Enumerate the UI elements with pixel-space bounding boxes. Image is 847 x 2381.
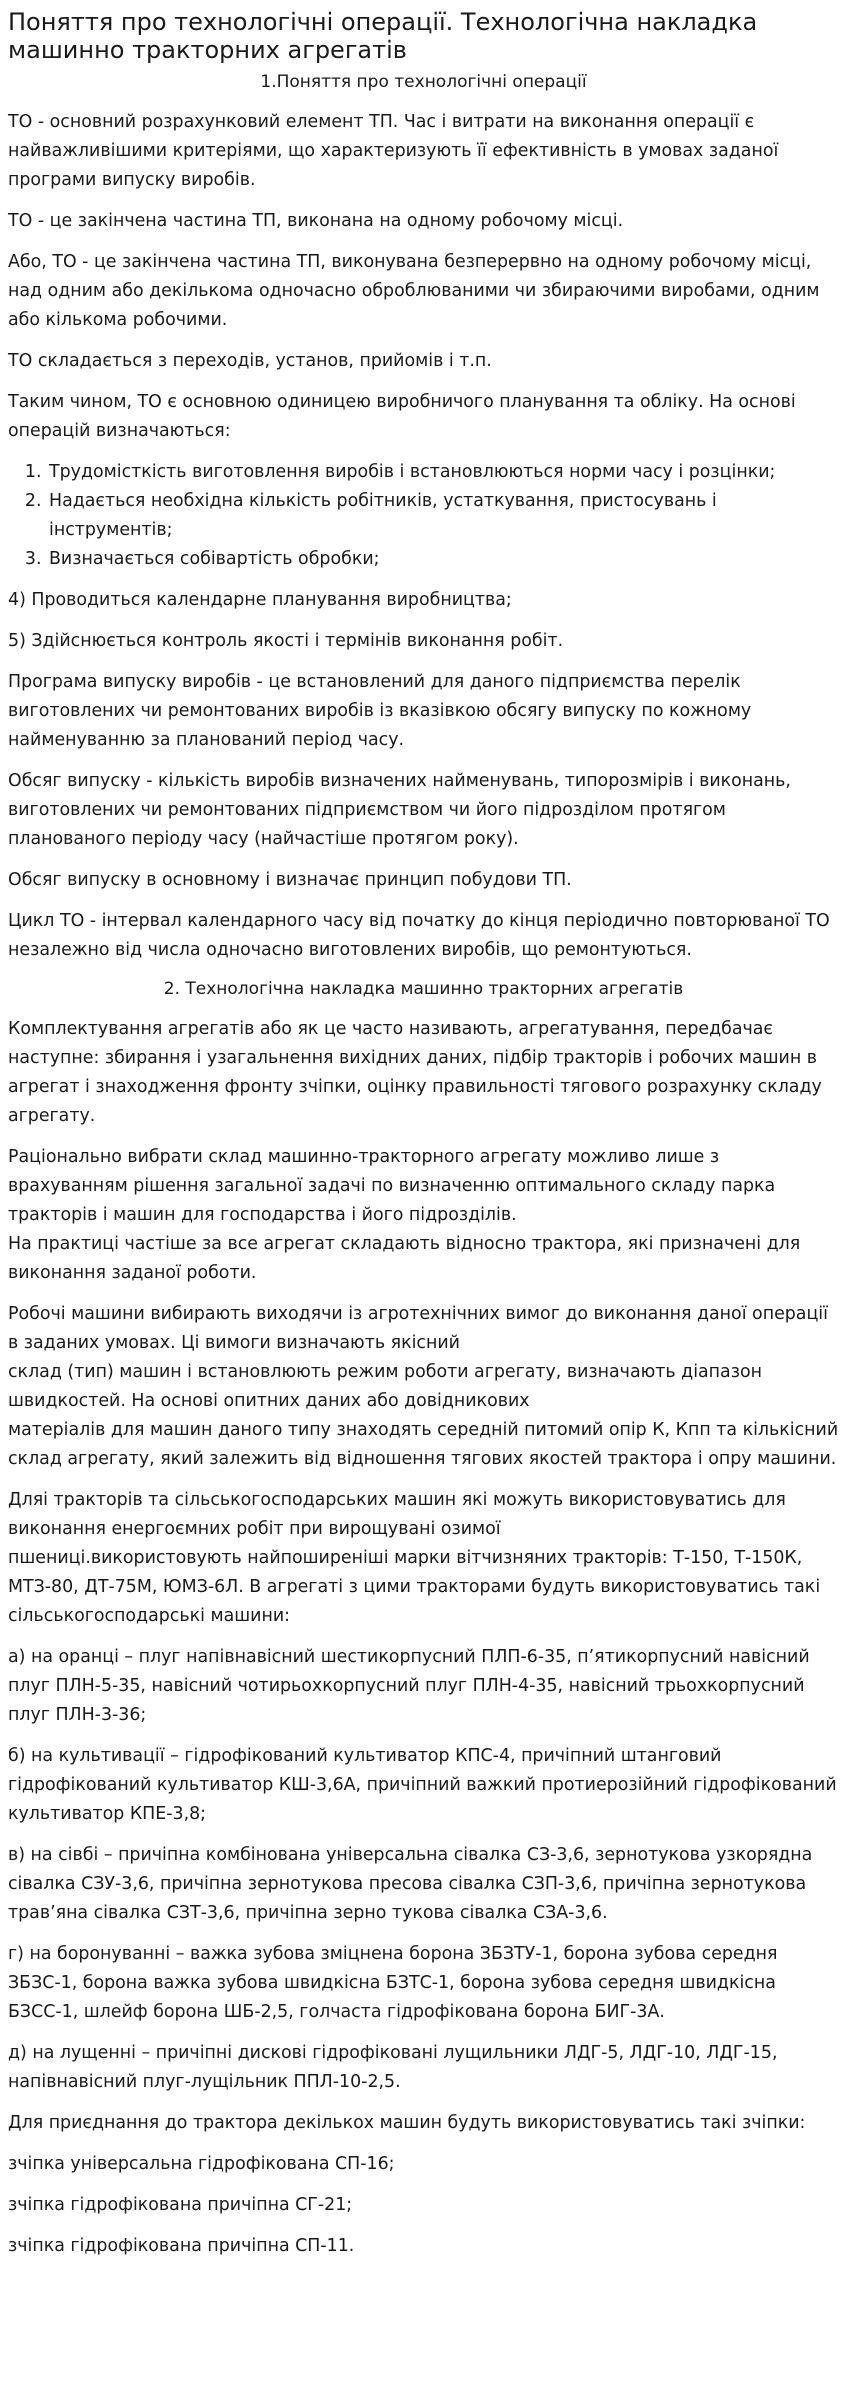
page-title: Поняття про технологічні операції. Технологічна накладка машинно тракторних агрегатів xyxy=(8,8,758,64)
paragraph-peeling: д) на лущенні – причіпні дискові гідрофіковані лущильники ЛДГ-5, ЛДГ-10, ЛДГ-15, напівнавісний плуг-лущільник ППЛ-10-2,5. xyxy=(8,2043,778,2092)
paragraph-item-4: 4) Проводиться календарне планування виробництва; xyxy=(8,590,512,610)
paragraph-to-definition: ТО - основний розрахунковий елемент ТП. Час і витрати на виконання операції є найважливішими критеріями, що характеризують її ефективність в умовах заданої програми випуску виробів. xyxy=(8,112,779,190)
paragraph-to-workplace: ТО - це закінчена частина ТП, виконана на одному робочому місці. xyxy=(8,211,624,231)
paragraph-output-principle: Обсяг випуску в основному і визначає принцип побудови ТП. xyxy=(8,870,572,890)
list-item: 3. Визначається собівартість обробки; xyxy=(47,545,839,574)
paragraph-harrowing: г) на боронуванні – важка зубова зміцнена борона ЗБЗТУ-1, борона зубова середня ЗБЗС-1, борона важка зубова швидкісна БЗТС-1, борона зубова середня швидкісна БЗСС-1, шлейф борона ШБ-2,5, голчаста гідрофікована борона БИГ-3А. xyxy=(8,1944,778,2022)
section-1-title: 1.Поняття про технологічні операції xyxy=(260,72,587,92)
paragraph-working-machines: Робочі машини вибирають виходячи із агротехнічних вимог до виконання даної операції в заданих умовах. Ці вимоги визначають якісний склад (тип) машин і встановлюють режим роботи агрегату, визначають діапазон швидкостей. На основі опитних даних або довідникових матеріалів для машин даного типу знаходять середній питомий опір К, Кпп та кількісний склад агрегату, який залежить від відношення тягових якостей трактора і опру машини. xyxy=(8,1304,839,1469)
paragraph-to-cycle: Цикл ТО - інтервал календарного часу від початку до кінця періодично повторюваної ТО незалежно від числа одночасно виготовлених виробів, що ремонтуються. xyxy=(8,911,830,960)
section-2-title: 2. Технологічна накладка машинно тракторних агрегатів xyxy=(163,979,684,999)
paragraph-hitch-sp16: зчіпка універсальна гідрофікована СП-16; xyxy=(8,2154,395,2174)
paragraph-rational-selection: Раціонально вибрати склад машинно-тракторного агрегату можливо лише з врахуванням рішення загальної задачі по визначенню оптимального складу парка тракторів і машин для господарства і його підрозділів. На практиці частіше за все агрегат складають відносно трактора, які призначені для виконання заданої роботи. xyxy=(8,1147,801,1283)
paragraph-output-volume: Обсяг випуску - кількість виробів визначених найменувань, типорозмірів і виконань, виготовлених чи ремонтованих підприємством чи його підрозділом протягом планованого періоду часу (найчастіше протягом року). xyxy=(8,771,791,849)
paragraph-plowing: а) на оранці – плуг напівнавісний шестикорпусний ПЛП-6-35, п’ятикорпусний навісний плуг ПЛН-5-35, навісний чотирьохкорпусний плуг ПЛН-4-35, навісний трьохкорпусний плуг ПЛН-3-36; xyxy=(8,1647,810,1725)
paragraph-aggregation: Комплектування агрегатів або як це часто називають, агрегатування, передбачає наступне: збирання і узагальнення вихідних даних, підбір тракторів і робочих машин в агрегат і знаходження фронту зчіпки, оцінку правильності тягового розрахунку складу агрегату. xyxy=(8,1019,822,1126)
paragraph-hitch-sg21: зчіпка гідрофікована причіпна СГ-21; xyxy=(8,2195,353,2215)
paragraph-to-planning-unit: Таким чином, ТО є основною одиницею виробничого планування та обліку. На основі операцій визначаються: xyxy=(8,392,796,441)
paragraph-hitches-intro: Для приєднання до трактора декількох машин будуть використовуватись такі зчіпки: xyxy=(8,2113,806,2133)
paragraph-production-program: Програма випуску виробів - це встановлений для даного підприємства перелік виготовлених чи ремонтованих виробів із вказівкою обсягу випуску по кожному найменуванню за планований період часу. xyxy=(8,672,752,750)
list-item: 2. Надається необхідна кількість робітників, устаткування, пристосувань і інструментів; xyxy=(47,487,839,545)
determined-list xyxy=(8,458,839,574)
paragraph-item-5: 5) Здійснюється контроль якості і термінів виконання робіт. xyxy=(8,631,564,651)
paragraph-to-alternative-definition: Або, ТО - це закінчена частина ТП, виконувана безперервно на одному робочому місці, над одним або декількома одночасно оброблюваними чи збираючими виробами, одним або кількома робочими. xyxy=(8,252,820,330)
paragraph-hitch-sp11: зчіпка гідрофікована причіпна СП-11. xyxy=(8,2236,355,2256)
paragraph-cultivation: б) на культивації – гідрофікований культиватор КПС-4, причіпний штанговий гідрофікований культиватор КШ-3,6А, причіпний важкий протиерозійний гідрофікований культиватор КПЕ-3,8; xyxy=(8,1746,837,1824)
paragraph-sowing: в) на сівбі – причіпна комбінована універсальна сівалка СЗ-3,6, зернотукова узкорядна сівалка СЗУ-3,6, причіпна зернотукова пресова сівалка СЗП-3,6, причіпна зернотукова трав’яна сівалка СЗТ-3,6, причіпна зерно тукова сівалка СЗА-3,6. xyxy=(8,1845,813,1923)
list-item: 1. Трудомісткість виготовлення виробів і встановлюються норми часу і розцінки; xyxy=(47,458,839,487)
paragraph-to-composition: ТО складається з переходів, установ, прийомів і т.п. xyxy=(8,351,492,371)
paragraph-tractors: Дляі тракторів та сільськогосподарських машин які можуть використовуватись для виконання енергоємних робіт при вирощувані озимої пшениці.використовують найпоширеніші марки вітчизняних тракторів: Т-150, Т-150К, МТЗ-80, ДТ-75М, ЮМЗ-6Л. В агрегаті з цими тракторами будуть використовуватись такі сільськогосподарські машини: xyxy=(8,1490,821,1626)
